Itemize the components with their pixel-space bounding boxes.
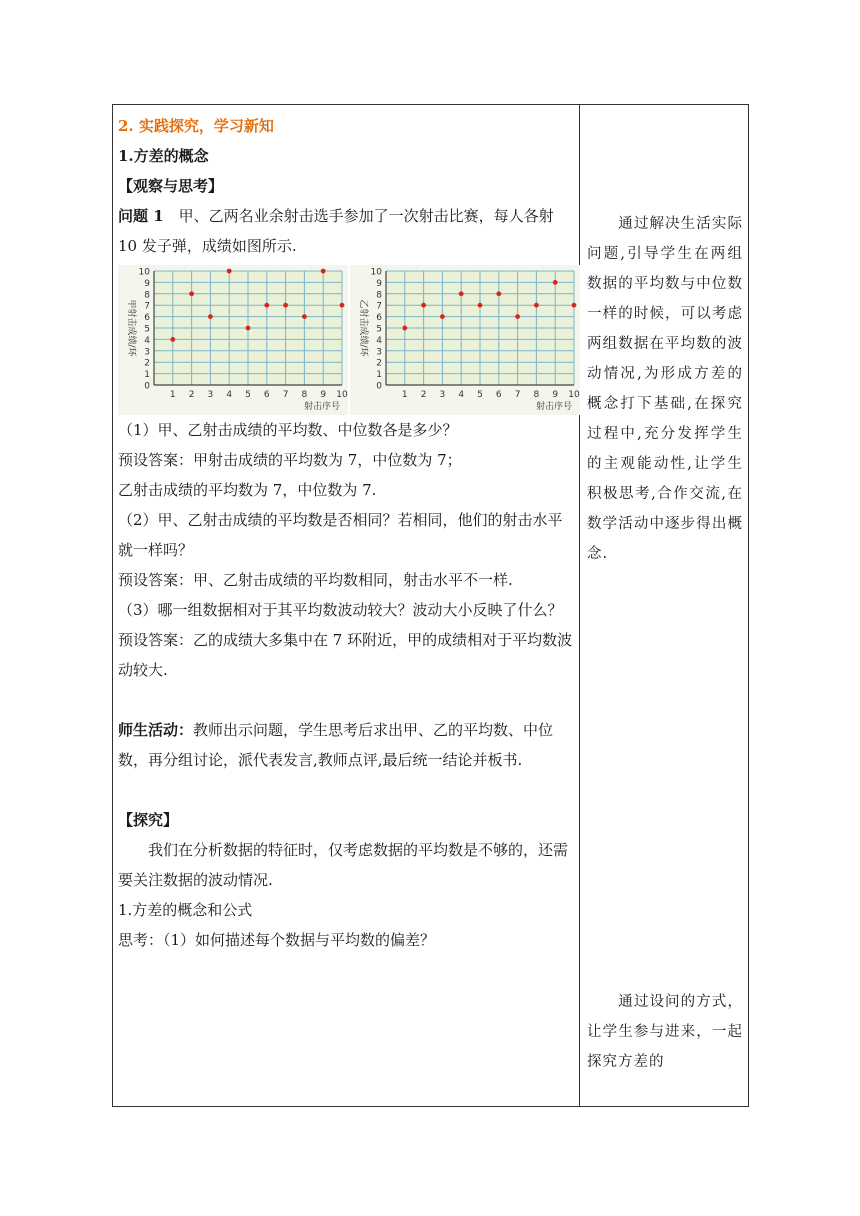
y-tick-label: 4	[144, 335, 150, 346]
data-point	[421, 303, 426, 308]
data-point	[283, 303, 288, 308]
data-point	[227, 269, 232, 274]
data-point	[321, 269, 326, 274]
question-1: （1）甲、乙射击成绩的平均数、中位数各是多少？	[118, 421, 458, 439]
chart-yi-svg	[350, 265, 580, 415]
y-tick-label: 0	[144, 381, 150, 392]
observe-header: 【观察与思考】	[118, 177, 224, 195]
teacher-student-activity	[118, 715, 573, 775]
y-tick-label: 3	[376, 347, 382, 358]
section-title: 2. 实践探究，学习新知	[118, 117, 274, 135]
design-note-2: 通过设问的方式，让学生参与进来，一起探究方差的	[587, 994, 743, 1070]
x-tick-label: 1	[169, 390, 176, 400]
column-divider	[579, 105, 580, 1106]
x-tick-label: 3	[207, 390, 214, 400]
x-tick-label: 2	[420, 390, 427, 400]
x-tick-label: 4	[458, 390, 465, 400]
charts-row	[118, 265, 580, 415]
y-tick-label: 6	[376, 313, 382, 324]
data-point	[478, 303, 483, 308]
answer-3: 预设答案：乙的成绩大多集中在 7 环附近，甲的成绩相对于平均数波动较大.	[118, 631, 573, 679]
explore-paragraph: 我们在分析数据的特征时，仅考虑数据的平均数是不够的，还需要关注数据的波动情况.	[118, 841, 569, 889]
design-note-1: 通过解决生活实际问题,引导学生在两组数据的平均数与中位数一样的时候，可以考虑两组数据在平均数的波动情况,为形成方差的概念打下基础,在探究过程中,充分发挥学生的主观能动性,让学生积极思考,合作交流,在数学活动中逐步得出概念.	[587, 216, 743, 562]
answer-1-line-1: 预设答案：甲射击成绩的平均数为 7，中位数为 7；	[118, 451, 462, 469]
answer-1-line-2: 乙射击成绩的平均数为 7，中位数为 7.	[118, 481, 377, 499]
x-tick-label: 10	[336, 390, 348, 400]
y-tick-label: 7	[376, 301, 382, 312]
y-tick-label: 8	[144, 290, 150, 301]
chart-jia-svg	[118, 265, 348, 415]
data-point	[246, 326, 251, 331]
x-tick-label: 5	[477, 390, 483, 400]
y-tick-label: 1	[376, 370, 382, 381]
x-tick-label: 5	[245, 390, 251, 400]
y-tick-label: 10	[370, 267, 382, 278]
activity-text: 教师出示问题，学生思考后求出甲、乙的平均数、中位数，再分组讨论，派代表发言,教师点评,最后统一结论并板书.	[118, 721, 554, 769]
data-point	[189, 291, 194, 296]
y-tick-label: 10	[138, 267, 150, 278]
y-tick-label: 2	[376, 358, 382, 369]
data-point	[515, 314, 520, 319]
data-point	[534, 303, 539, 308]
x-tick-label: 6	[263, 390, 270, 400]
x-tick-label: 8	[533, 390, 540, 400]
x-tick-label: 2	[188, 390, 195, 400]
x-axis-label: 射击序号	[303, 402, 340, 412]
data-point	[170, 337, 175, 342]
y-tick-label: 2	[144, 358, 150, 369]
x-tick-label: 6	[495, 390, 502, 400]
y-tick-label: 7	[144, 301, 150, 312]
x-tick-label: 1	[401, 390, 408, 400]
y-axis-label: 乙射击成绩/环	[358, 299, 368, 357]
explore-header: 【探究】	[118, 811, 179, 829]
y-tick-label: 5	[376, 324, 382, 335]
y-tick-label: 6	[144, 313, 150, 324]
x-tick-label: 4	[226, 390, 233, 400]
question-3: （3）哪一组数据相对于其平均数波动较大？波动大小反映了什么？	[118, 601, 563, 619]
chart-jia	[118, 265, 348, 415]
data-point	[302, 314, 307, 319]
y-tick-label: 0	[376, 381, 382, 392]
data-point	[402, 326, 407, 331]
y-tick-label: 3	[144, 347, 150, 358]
x-tick-label: 7	[282, 390, 289, 400]
data-point	[459, 291, 464, 296]
y-axis-label: 甲射击成绩/环	[126, 299, 136, 357]
data-point	[264, 303, 269, 308]
x-tick-label: 3	[439, 390, 446, 400]
chart-yi	[350, 265, 580, 415]
x-axis-label: 射击序号	[535, 402, 572, 412]
y-tick-label: 8	[376, 290, 382, 301]
answer-2: 预设答案：甲、乙射击成绩的平均数相同，射击水平不一样.	[118, 571, 513, 589]
activity-label: 师生活动：	[118, 721, 194, 739]
data-point	[496, 291, 501, 296]
explore-think: 思考：（1）如何描述每个数据与平均数的偏差？	[118, 931, 436, 949]
y-tick-label: 4	[376, 335, 382, 346]
data-point	[340, 303, 345, 308]
x-tick-label: 8	[301, 390, 308, 400]
y-tick-label: 9	[144, 278, 150, 289]
y-tick-label: 9	[376, 278, 382, 289]
x-tick-label: 10	[568, 390, 580, 400]
problem-1	[118, 201, 573, 261]
y-tick-label: 1	[144, 370, 150, 381]
data-point	[572, 303, 577, 308]
data-point	[440, 314, 445, 319]
lesson-table	[112, 104, 749, 1107]
data-point	[208, 314, 213, 319]
y-tick-label: 5	[144, 324, 150, 335]
problem-label: 问题 1	[118, 207, 164, 225]
subsection-title: 1.方差的概念	[118, 147, 209, 165]
x-tick-label: 9	[552, 390, 559, 400]
x-tick-label: 7	[514, 390, 521, 400]
x-tick-label: 9	[320, 390, 327, 400]
question-2: （2）甲、乙射击成绩的平均数是否相同？若相同，他们的射击水平就一样吗？	[118, 511, 563, 559]
problem-text: 甲、乙两名业余射击选手参加了一次射击比赛，每人各射 10 发子弹，成绩如图所示.	[118, 207, 554, 255]
explore-subtitle: 1.方差的概念和公式	[118, 901, 253, 919]
content-column	[118, 111, 580, 955]
data-point	[553, 280, 558, 285]
